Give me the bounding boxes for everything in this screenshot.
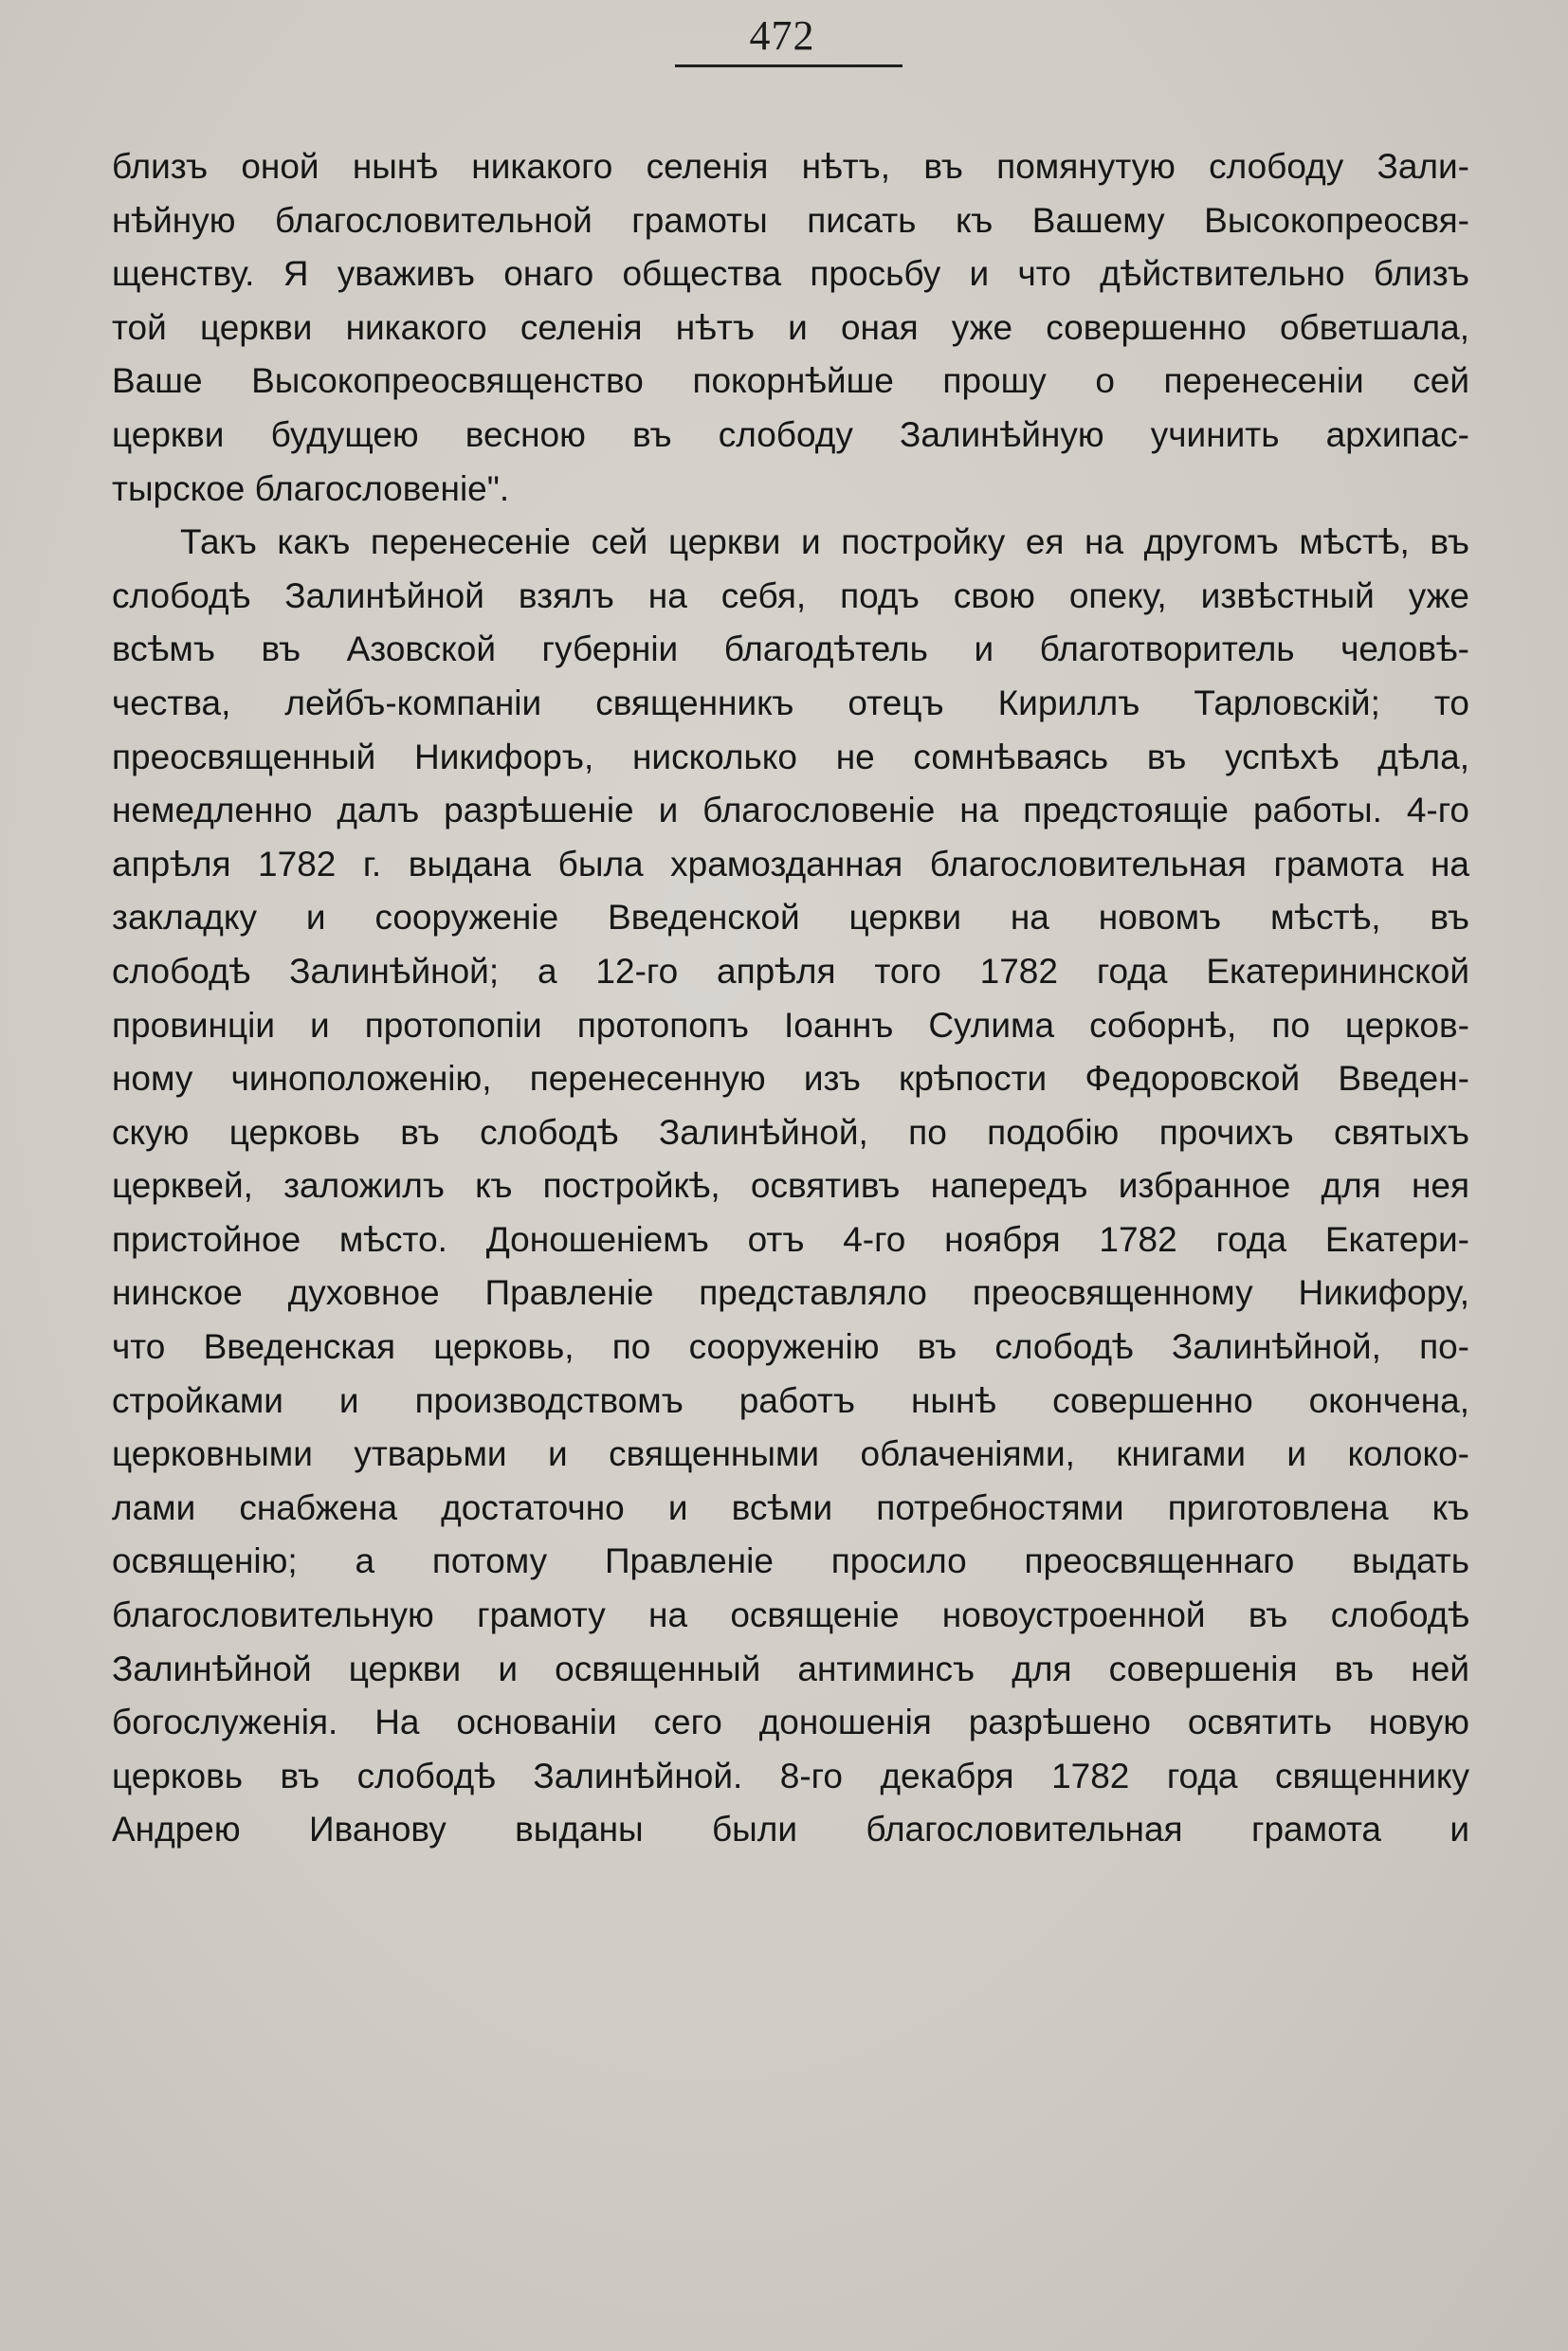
text-line: провинціи и протопопіи протопопъ Іоаннъ Сулима соборнѣ, по церков- [112,1005,1469,1045]
text-line: слободѣ Залинѣйной взялъ на себя, подъ свою опеку, извѣстный уже [112,575,1469,615]
text-line: что Введенская церковь, по сооруженію въ слободѣ Залинѣйной, по- [112,1327,1469,1367]
text-line: Ваше Высокопреосвященство покорнѣйше прошу о перенесеніи сей [112,361,1469,401]
text-line: ному чиноположенію, перенесенную изъ крѣпости Федоровской Введен- [112,1059,1469,1099]
text-line: щенству. Я уваживъ онаго общества просьбу и что дѣйствительно близъ [112,254,1469,294]
text-line: стройками и производствомъ работъ нынѣ совершенно окончена, [112,1380,1469,1420]
text-line: нинское духовное Правленіе представляло преосвященному Никифору, [112,1273,1469,1313]
paragraph-start-line: Такъ какъ перенесеніе сей церкви и постройку ея на другомъ мѣстѣ, въ [180,522,1469,562]
page-number-rule [675,64,903,67]
text-line: Залинѣйной церкви и освященный антиминсъ для совершенія въ ней [112,1649,1469,1688]
text-line: тырское благословеніе". [112,468,510,508]
text-line: чества, лейбъ-компаніи священникъ отецъ Кириллъ Тарловскій; то [112,683,1469,722]
text-line: преосвященный Никифоръ, нисколько не сомнѣваясь въ успѣхѣ дѣла, [112,737,1469,776]
text-line: слободѣ Залинѣйной; а 12-го апрѣля того 1782 года Екатерининской [112,951,1469,991]
text-line: церковными утварьми и священными облаченіями, книгами и колоко- [112,1434,1469,1474]
text-line: церкви будущею весною въ слободу Залинѣйную учинить архипас- [112,414,1469,454]
page-number: 472 [749,12,815,59]
text-line: немедленно далъ разрѣшеніе и благословеніе на предстоящіе работы. 4-го [112,791,1469,830]
text-line: апрѣля 1782 г. выдана была храмозданная благословительная грамота на [112,844,1469,884]
text-line: нѣйную благословительной грамоты писать къ Вашему Высокопреосвя- [112,200,1469,240]
text-line: закладку и сооруженіе Введенской церкви на новомъ мѣстѣ, въ [112,898,1469,938]
text-line: освященію; а потому Правленіе просило преосвященнаго выдать [112,1541,1469,1581]
text-line: скую церковь въ слободѣ Залинѣйной, по подобію прочихъ святыхъ [112,1112,1469,1152]
text-line: церквей, заложилъ къ постройкѣ, освятивъ напередъ избранное для нея [112,1166,1469,1206]
text-line: близъ оной нынѣ никакого селенія нѣтъ, въ помянутую слободу Зали- [112,147,1469,186]
text-line: церковь въ слободѣ Залинѣйной. 8-го декабря 1782 года священнику [112,1756,1469,1795]
body-text [112,140,1469,1857]
text-line: лами снабжена достаточно и всѣми потребностями приготовлена къ [112,1487,1469,1527]
text-line: благословительную грамоту на освященіе новоустроенной въ слободѣ [112,1595,1469,1635]
text-line: богослуженія. На основаніи сего доношенія разрѣшено освятить новую [112,1703,1469,1742]
text-line: пристойное мѣсто. Доношеніемъ отъ 4-го ноября 1782 года Екатери- [112,1219,1469,1259]
text-line: всѣмъ въ Азовской губерніи благодѣтель и благотворитель человѣ- [112,629,1469,669]
text-line: той церкви никакого селенія нѣтъ и оная уже совершенно обветшала, [112,307,1469,347]
text-line: Андрею Иванову выданы были благословительная грамота и [112,1810,1469,1850]
